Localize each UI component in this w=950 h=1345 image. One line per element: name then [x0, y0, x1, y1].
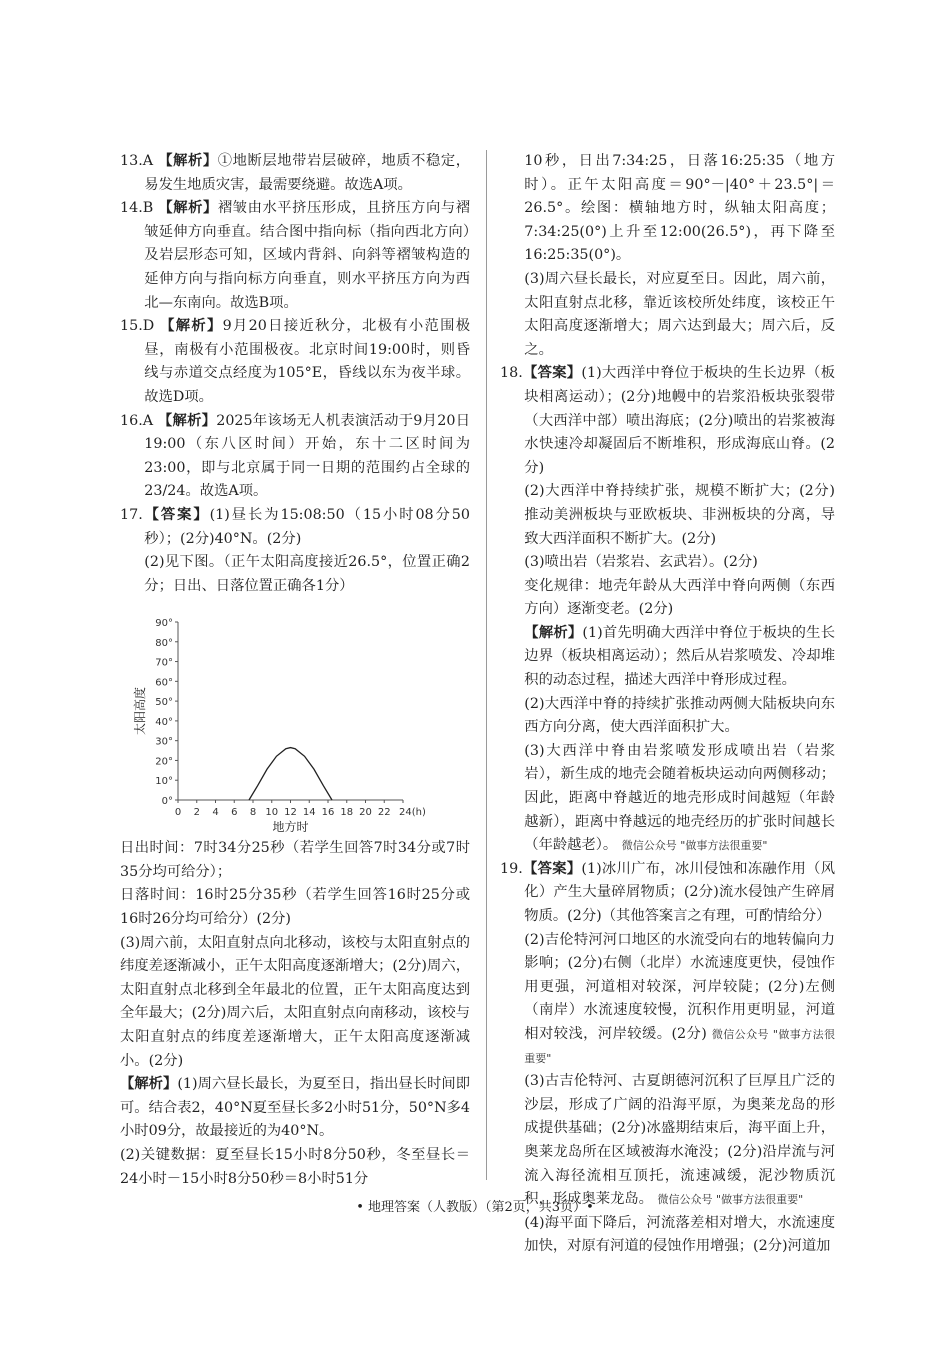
- y-tick-label: 60°: [155, 677, 173, 689]
- answer-14: 14.B 【解析】褶皱由水平挤压形成，且挤压方向与褶皱延伸方向垂直。结合图中指向标（指向西北方向）及岩层形态可知，区域内背斜、向斜等褶皱构造的延伸方向与指向标方向垂直，则水平挤压方向为西北—东南向。故选B项。: [120, 200, 471, 311]
- left-column: [120, 150, 470, 1191]
- x-tick-label: 10: [265, 807, 279, 819]
- answer-18-part1: 18.【答案】(1)大西洋中脊位于板块的生长边界（板块相离运动）；(2分)地幔中的岩浆沿板块张裂带（大西洋中部）喷出海底；(2分)喷出的岩浆被海水快速冷却凝固后不断堆积，形成海底山脊。(2分): [500, 365, 836, 476]
- y-tick-label: 20°: [155, 756, 173, 768]
- sun-altitude-curve: [249, 748, 332, 800]
- x-tick-label: 12: [284, 807, 297, 819]
- y-tick-label: 80°: [155, 638, 173, 650]
- analysis-18-part1: 【解析】(1)首先明确大西洋中脊位于板块的生长边界（板块相离运动）；然后从岩浆喷发、冷却堆积的动态过程，描述大西洋中脊形成过程。: [524, 624, 836, 689]
- x-tick-label: 14: [302, 807, 316, 819]
- column-divider: [486, 150, 487, 1180]
- answer-13: 13.A 【解析】①地断层地带岩层破碎，地质不稳定，易发生地质灾害，最需要绕避。故选A项。: [120, 153, 471, 193]
- x-tick-label: 20: [359, 807, 372, 819]
- x-tick-label: 16: [321, 807, 335, 819]
- x-axis-label: 地方时: [272, 820, 309, 835]
- x-tick-label: 18: [340, 807, 354, 819]
- answer-15: 15.D 【解析】9月20日接近秋分，北极有小范围极昼，南极有小范围极夜。北京时间19:00时，则昏线与赤道交点经度为105°E，昏线以东为夜半球。故选D项。: [120, 318, 471, 405]
- y-tick-label: 30°: [155, 736, 173, 748]
- x-tick-label: 22: [377, 807, 391, 819]
- x-tick-label: 0: [174, 807, 182, 819]
- right-column: [500, 150, 835, 1259]
- answer-18-part3a: (3)喷出岩（岩浆岩、玄武岩）。(2分): [524, 554, 758, 571]
- analysis-18-part2: (2)大西洋中脊的持续扩张推动两侧大陆板块向东西方向分离，使大西洋面积扩大。: [524, 695, 835, 736]
- y-tick-label: 50°: [155, 697, 173, 709]
- answer-17-part2: (2)见下图。（正午太阳高度接近26.5°，位置正确2分；日出、日落位置正确各1分）: [144, 554, 470, 594]
- wechat-watermark: 微信公众号 "做事方法很重要": [621, 839, 768, 853]
- answer-17-part3: (3)周六前，太阳直射点向北移动，该校与太阳直射点的纬度差逐渐减小，正午太阳高度逐渐增大；(2分)周六，太阳直射点北移到全年最北的位置，正午太阳高度达到全年最大；(2分)周六后，太阳直射点向南移动，该校与太阳直射点的纬度差逐渐增大，正午太阳高度逐渐减小。(2分): [120, 934, 470, 1069]
- y-axis-ticks: [155, 618, 178, 807]
- x-tick-label: 24(h): [399, 807, 426, 819]
- y-axis-label: 太阳高度: [133, 687, 147, 736]
- analysis-18-part3: (3)大西洋中脊由岩浆喷发形成喷出岩（岩浆岩），新生成的地壳会随着板块运动向两侧移动；因此，距离中脊越近的地壳形成时间越短（年龄越新），距离中脊越远的地壳经历的扩张时间越长（年龄越老）。 微信公众号 "做事方法很重要": [524, 742, 835, 854]
- wechat-watermark: 微信公众号 "做事方法很重要": [657, 1193, 804, 1207]
- analysis-17-part3: (3)周六昼长最长，对应夏至日。因此，周六前，太阳直射点北移，靠近该校所处纬度，该校正午太阳高度逐渐增大；周六达到最大；周六后，反之。: [524, 270, 835, 358]
- answer-19-part1: 19.【答案】(1)冰川广布，冰川侵蚀和冻融作用（风化）产生大量碎屑物质；(2分)流水侵蚀产生碎屑物质。(2分)（其他答案言之有理，可酌情给分）: [500, 860, 836, 924]
- analysis-17-part1: 【解析】(1)周六昼长最长，为夏至日，指出昼长时间即可。结合表2，40°N夏至昼长多2小时51分，50°N多4小时09分，故最接近的为40°N。: [120, 1076, 471, 1140]
- answer-16: 16.A 【解析】2025年该场无人机表演活动于9月20日19:00（东八区时间）开始，东十二区时间为23:00，即与北京属于同一日期的范围约占全球的23/24。故选A项。: [120, 412, 471, 500]
- page-footer: • 地理答案（人教版）（第2页，共3页）•: [356, 1200, 594, 1215]
- x-tick-label: 2: [193, 807, 200, 819]
- answer-19-part2: (2)吉伦特河河口地区的水流受向右的地转偏向力影响；(2分)右侧（北岸）水流速度更快，侵蚀作用更强，河道相对较深，河岸较陡；(2分)左侧（南岸）水流速度较慢，沉积作用更明显，河道相对较浅，河岸较缓。(2分) 微信公众号 "做事方法很重要": [524, 931, 835, 1065]
- sun-altitude-chart: [128, 610, 428, 835]
- answer-17-part1: 17.【答案】(1)昼长为15:08:50（15小时08分50秒）；(2分)40°N。(2分): [120, 506, 470, 547]
- analysis-17-part2: (2)关键数据：夏至昼长15小时8分50秒，冬至昼长＝24小时－15小时8分50秒＝8小时51分: [120, 1147, 470, 1187]
- y-tick-label: 40°: [155, 717, 173, 729]
- y-tick-label: 70°: [155, 657, 173, 669]
- x-axis-ticks: [175, 800, 426, 818]
- y-tick-label: 10°: [155, 776, 173, 788]
- y-tick-label: 0°: [161, 796, 173, 808]
- answer-18-part3b: 变化规律：地壳年龄从大西洋中脊向两侧（东西方向）逐渐变老。(2分): [524, 577, 835, 618]
- y-tick-label: 90°: [155, 618, 173, 630]
- analysis-17-continued: 10秒，日出7:34:25，日落16:25:35（地方时）。正午太阳高度＝90°－|40°＋23.5°|＝26.5°。绘图：横轴地方时，纵轴太阳高度；7:34:25(0°)上升至12:00(26.5°)，再下降至16:25:35(0°)。: [524, 153, 835, 264]
- sun-altitude-chart-svg: [128, 610, 428, 835]
- answer-18-part2: (2)大西洋中脊持续扩张，规模不断扩大；(2分)推动美洲板块与亚欧板块、非洲板块的分离，导致大西洋面积不断扩大。(2分): [524, 483, 835, 547]
- x-tick-label: 8: [249, 807, 257, 819]
- x-tick-label: 4: [212, 807, 219, 819]
- wechat-watermark: 微信公众号 "做事方法很重要": [524, 1027, 835, 1065]
- sunset-time: 日落时间：16时25分35秒（若学生回答16时25分或16时26分均可给分）(2分): [120, 887, 470, 928]
- x-tick-label: 6: [231, 807, 238, 819]
- answer-19-part3: (3)古吉伦特河、古夏朗德河沉积了巨厚且广泛的沙层，形成了广阔的沿海平原，为奥莱龙岛的形成提供基础；(2分)冰盛期结束后，海平面上升，奥莱龙岛所在区域被海水淹没；(2分)沿岸流与河流入海径流相互顶托，流速减缓，泥沙物质沉积，形成奥莱龙岛。 微信公众号 "做事方法很重要": [524, 1073, 835, 1208]
- sunrise-time: 日出时间：7时34分25秒（若学生回答7时34分或7时35分均可给分）；: [120, 840, 470, 880]
- answer-19-part4: (4)海平面下降后，河流落差相对增大，水流速度加快，对原有河道的侵蚀作用增强；(2分)河道加: [524, 1214, 835, 1255]
